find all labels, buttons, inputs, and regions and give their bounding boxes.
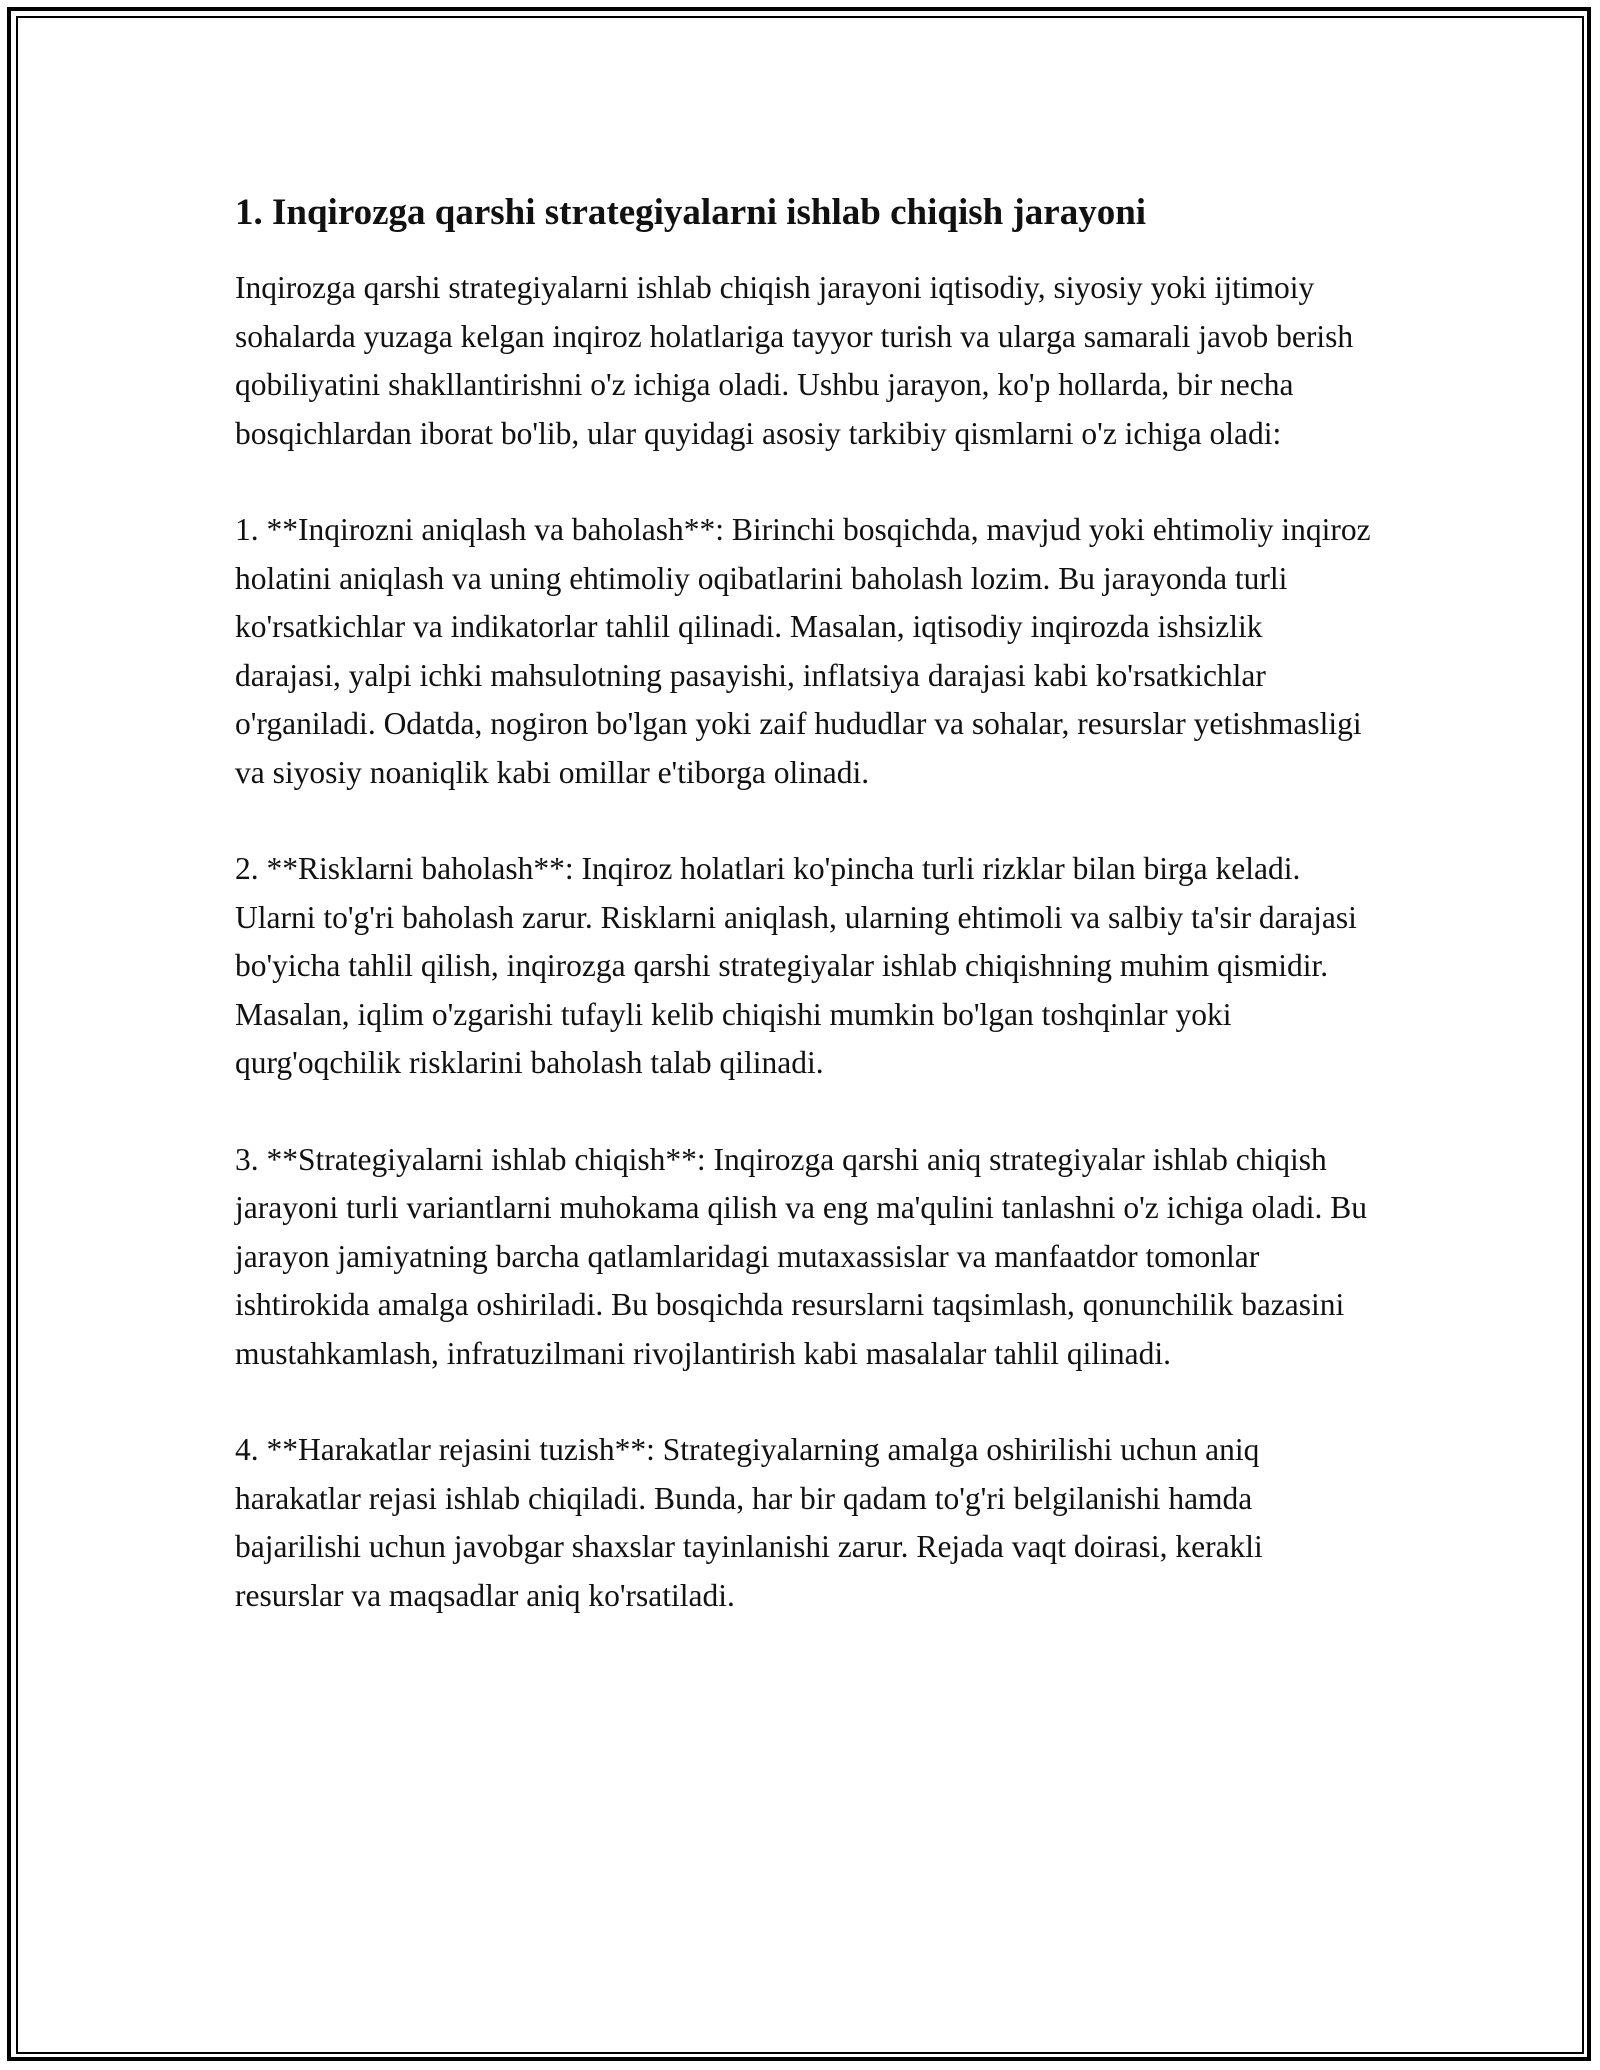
paragraph-step-1: 1. **Inqirozni aniqlash va baholash**: Birinchi bosqichda, mavjud yoki ehtimoliy inqiroz holatini aniqlash va uning ehtimoliy oqibatlarini baholash lozim. Bu jarayonda turli ko'rsatkichlar va indikatorlar tahlil qilinadi. Masalan, iqtisodiy inqirozda ishsizlik darajasi, yalpi ichki mahsulotning pasayishi, inflatsiya darajasi kabi ko'rsatkichlar o'rganiladi. Odatda, nogiron bo'lgan yoki zaif hududlar va sohalar, resurslar yetishmasligi va siyosiy noaniqlik kabi omillar e'tiborga olinadi. (235, 512, 1371, 790)
paragraph-step-4: 4. **Harakatlar rejasini tuzish**: Strategiyalarning amalga oshirilishi uchun aniq harakatlar rejasi ishlab chiqiladi. Bunda, har bir qadam to'g'ri belgilanishi hamda bajarilishi uchun javobgar shaxslar tayinlanishi zarur. Rejada vaqt doirasi, kerakli resurslar va maqsadlar aniq ko'rsatiladi. (235, 1432, 1263, 1613)
paragraph-step-3: 3. **Strategiyalarni ishlab chiqish**: Inqirozga qarshi aniq strategiyalar ishlab chiqish jarayoni turli variantlarni muhokama qilish va eng ma'qulini tanlashni o'z ichiga oladi. Bu jarayon jamiyatning barcha qatlamlaridagi mutaxassislar va manfaatdor tomonlar ishtirokida amalga oshiriladi. Bu bosqichda resurslarni taqsimlash, qonunchilik bazasini mustahkamlash, infratuzilmani rivojlantirish kabi masalalar tahlil qilinadi. (235, 1141, 1367, 1371)
intro-paragraph: Inqirozga qarshi strategiyalarni ishlab chiqish jarayoni iqtisodiy, siyosiy yoki ijtimoiy sohalarda yuzaga kelgan inqiroz holatlariga tayyor turish va ularga samarali javob berish qobiliyatini shakllantirishni o'z ichiga oladi. Ushbu jarayon, ko'p hollarda, bir necha bosqichlardan iborat bo'lib, ular quyidagi asosiy tarkibiy qismlarni o'z ichiga oladi: (235, 270, 1354, 451)
section-heading: 1. Inqirozga qarshi strategiyalarni ishlab chiqish jarayoni (235, 192, 1147, 233)
document-body (235, 188, 1375, 1668)
paragraph-step-2: 2. **Risklarni baholash**: Inqiroz holatlari ko'pincha turli rizklar bilan birga keladi. Ularni to'g'ri baholash zarur. Risklarni aniqlash, ularning ehtimoli va salbiy ta'sir darajasi bo'yicha tahlil qilish, inqirozga qarshi strategiyalar ishlab chiqishning muhim qismidir. Masalan, iqlim o'zgarishi tufayli kelib chiqishi mumkin bo'lgan toshqinlar yoki qurg'oqchilik risklarini baholash talab qilinadi. (235, 851, 1357, 1080)
